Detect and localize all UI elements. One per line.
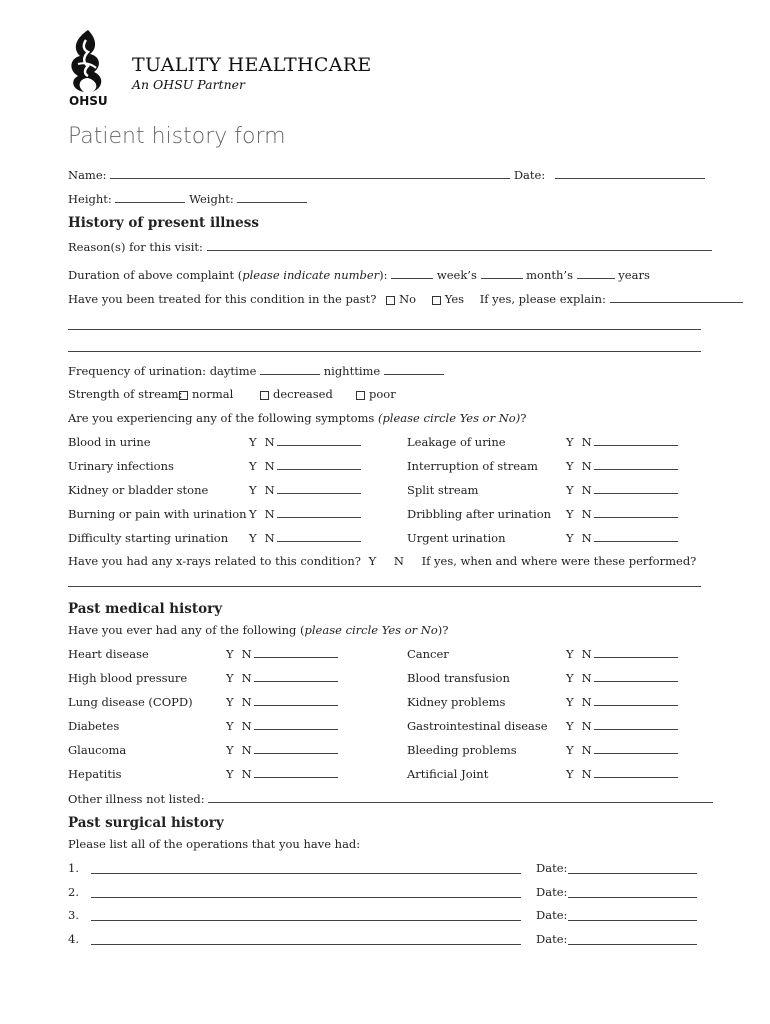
operation-number: 3. (68, 908, 79, 922)
yes-option[interactable]: Y (249, 507, 257, 521)
symptoms-intro (68, 411, 526, 425)
condition-notes-field[interactable] (594, 671, 678, 682)
symptom-label: Leakage of urine (407, 435, 506, 449)
symptom-label: Dribbling after urination (407, 507, 552, 521)
operation-field[interactable] (91, 887, 521, 898)
logo (66, 28, 106, 94)
symptom-label: Burning or pain with urination (68, 507, 247, 521)
operation-date-field[interactable] (568, 910, 697, 921)
yes-option[interactable]: Y (566, 435, 574, 449)
treated-yes-checkbox[interactable] (432, 296, 441, 305)
checkbox[interactable] (179, 391, 188, 400)
condition-notes-field[interactable] (254, 695, 338, 706)
yes-option[interactable]: Y (566, 531, 574, 545)
explain-line-1[interactable] (68, 329, 701, 330)
operation-date-label: Date: (536, 931, 568, 946)
frequency-label: Frequency of urination: daytime (68, 364, 257, 378)
xray-question: Have you had any x-rays related to this condition? (68, 554, 361, 568)
operation-number: 1. (68, 861, 79, 875)
condition-notes-field[interactable] (254, 743, 338, 754)
operation-date-label: Date: (536, 908, 568, 922)
symptom-notes-field[interactable] (594, 507, 678, 518)
condition-yn (226, 647, 338, 661)
condition-label: Bleeding problems (407, 743, 517, 757)
condition-notes-field[interactable] (594, 743, 678, 754)
operation-date-label: Date: (536, 861, 568, 875)
other-illness-row (68, 792, 713, 806)
medical-intro-italic: please circle Yes or No (304, 623, 438, 637)
duration-row (68, 268, 650, 282)
yes-option[interactable]: Y (226, 767, 234, 781)
xray-followup: If yes, when and where were these performed? (421, 554, 697, 568)
no-option[interactable]: N (264, 459, 275, 473)
daytime-field[interactable] (260, 364, 320, 375)
nighttime-label: nighttime (323, 364, 381, 378)
symptom-yn (249, 531, 361, 545)
no-option[interactable]: N (241, 671, 252, 685)
condition-notes-field[interactable] (594, 767, 678, 778)
explain-label: If yes, please explain: (479, 292, 606, 306)
date-label: Date: (513, 168, 546, 182)
symptom-label: Interruption of stream (407, 459, 538, 473)
condition-yn (566, 695, 678, 709)
checkbox[interactable] (356, 391, 365, 400)
name-label: Name: (68, 168, 107, 182)
strength-option-normal[interactable] (179, 387, 233, 401)
weight-field[interactable] (237, 192, 307, 203)
symptom-yn (249, 459, 361, 473)
treated-no-checkbox[interactable] (386, 296, 395, 305)
condition-label: Diabetes (68, 719, 120, 733)
symptom-notes-field[interactable] (594, 459, 678, 470)
operation-date-field[interactable] (568, 887, 697, 898)
symptom-notes-field[interactable] (594, 531, 678, 542)
page-title: Patient history form (68, 124, 286, 149)
yes-option[interactable]: Y (566, 647, 574, 661)
duration-label-end: ): (379, 268, 388, 282)
symptom-yn (566, 435, 678, 449)
months-label: month’s (526, 268, 573, 282)
xray-row (68, 554, 696, 568)
operation-field[interactable] (91, 910, 521, 921)
condition-notes-field[interactable] (254, 647, 338, 658)
date-field[interactable] (555, 168, 705, 179)
condition-yn (566, 743, 678, 757)
condition-yn (226, 743, 338, 757)
no-option[interactable]: N (581, 459, 592, 473)
condition-label: Heart disease (68, 647, 149, 661)
medical-intro (68, 623, 448, 637)
yes-option[interactable]: Y (566, 459, 574, 473)
condition-notes-field[interactable] (594, 719, 678, 730)
brand-subtitle: An OHSU Partner (132, 77, 245, 92)
yes-option[interactable]: Y (226, 671, 234, 685)
yes-option[interactable]: Y (226, 743, 234, 757)
treated-no-label: No (399, 292, 417, 306)
height-label: Height: (68, 192, 112, 206)
no-option[interactable]: N (581, 507, 592, 521)
condition-yn (226, 767, 338, 781)
no-option[interactable]: N (581, 671, 592, 685)
condition-yn (226, 671, 338, 685)
condition-yn (566, 647, 678, 661)
symptom-label: Kidney or bladder stone (68, 483, 209, 497)
condition-label: Glaucoma (68, 743, 127, 757)
symptom-yn (566, 531, 678, 545)
condition-label: Artificial Joint (407, 767, 489, 781)
condition-label: Hepatitis (68, 767, 122, 781)
yes-option[interactable]: Y (249, 459, 257, 473)
logo-text: OHSU (69, 94, 108, 108)
yes-option[interactable]: Y (226, 719, 234, 733)
option-label: normal (192, 387, 234, 401)
condition-yn (566, 767, 678, 781)
operation-number: 4. (68, 931, 79, 946)
no-option[interactable]: N (581, 719, 592, 733)
medical-intro-text: Have you ever had any of the following ( (68, 623, 305, 637)
xray-line[interactable] (68, 586, 701, 587)
explain-line-2[interactable] (68, 351, 701, 352)
treated-question: Have you been treated for this condition in the past? (68, 292, 377, 306)
symptom-yn (249, 507, 361, 521)
no-option[interactable]: N (581, 483, 592, 497)
strength-option-decreased[interactable] (260, 387, 333, 401)
operation-date-label: Date: (536, 884, 568, 899)
symptom-yn (249, 435, 361, 449)
condition-label: Lung disease (COPD) (68, 695, 193, 709)
yes-option[interactable]: Y (566, 767, 574, 781)
yes-option[interactable]: Y (249, 483, 257, 497)
condition-label: Cancer (407, 647, 449, 661)
no-option[interactable]: N (241, 743, 252, 757)
reason-row (68, 240, 712, 254)
symptom-yn (566, 483, 678, 497)
symptom-notes-field[interactable] (277, 459, 361, 470)
treated-row (68, 292, 743, 306)
no-option[interactable]: N (264, 507, 275, 521)
strength-option-poor[interactable] (356, 387, 396, 401)
operation-field[interactable] (91, 863, 521, 874)
option-label: decreased (273, 387, 333, 401)
operation-date-field[interactable] (568, 934, 697, 945)
symptom-notes-field[interactable] (277, 531, 361, 542)
height-weight-row (68, 192, 307, 206)
xray-yes[interactable]: Y (368, 554, 377, 568)
symptom-label: Urinary infections (68, 459, 174, 473)
yes-option[interactable]: Y (226, 695, 234, 709)
symptoms-intro-text: Are you experiencing any of the following symptoms (68, 411, 378, 425)
condition-notes-field[interactable] (594, 647, 678, 658)
no-option[interactable]: N (264, 483, 275, 497)
yes-option[interactable]: Y (566, 695, 574, 709)
no-option[interactable]: N (581, 531, 592, 545)
other-illness-label: Other illness not listed: (68, 792, 205, 806)
no-option[interactable]: N (581, 435, 592, 449)
duration-label-italic: please indicate number (242, 268, 380, 282)
condition-yn (566, 671, 678, 685)
flame-logo-icon (66, 28, 106, 94)
explain-field[interactable] (610, 292, 743, 303)
no-option[interactable]: N (581, 695, 592, 709)
symptom-notes-field[interactable] (277, 483, 361, 494)
symptom-notes-field[interactable] (594, 483, 678, 494)
present-illness-heading: History of present illness (68, 215, 259, 231)
no-option[interactable]: N (581, 767, 592, 781)
condition-notes-field[interactable] (254, 719, 338, 730)
medical-heading: Past medical history (68, 601, 223, 617)
reason-label: Reason(s) for this visit: (68, 240, 203, 254)
yes-option[interactable]: Y (566, 719, 574, 733)
name-field[interactable] (110, 168, 510, 179)
condition-yn (226, 695, 338, 709)
strength-row (68, 387, 183, 401)
yes-option[interactable]: Y (566, 671, 574, 685)
no-option[interactable]: N (241, 647, 252, 661)
strength-label: Strength of stream: (68, 387, 183, 401)
symptom-notes-field[interactable] (277, 507, 361, 518)
weeks-label: week’s (436, 268, 477, 282)
condition-label: Gastrointestinal disease (407, 719, 548, 733)
medical-intro-end: )? (437, 623, 449, 637)
symptoms-intro-italic: (please circle Yes or No) (377, 411, 521, 425)
yes-option[interactable]: Y (249, 531, 257, 545)
condition-notes-field[interactable] (254, 767, 338, 778)
name-row (68, 168, 705, 182)
operation-number: 2. (68, 884, 79, 899)
symptom-notes-field[interactable] (277, 435, 361, 446)
yes-option[interactable]: Y (249, 435, 257, 449)
no-option[interactable]: N (264, 435, 275, 449)
years-label: years (618, 268, 650, 282)
symptom-label: Difficulty starting urination (68, 531, 229, 545)
symptom-yn (249, 483, 361, 497)
yes-option[interactable]: Y (566, 743, 574, 757)
no-option[interactable]: N (581, 743, 592, 757)
option-label: poor (369, 387, 396, 401)
surgical-heading: Past surgical history (68, 815, 224, 831)
condition-notes-field[interactable] (254, 671, 338, 682)
condition-notes-field[interactable] (594, 695, 678, 706)
operation-field[interactable] (91, 934, 521, 945)
brand-name: TUALITY HEALTHCARE (132, 54, 372, 76)
no-option[interactable]: N (241, 695, 252, 709)
nighttime-field[interactable] (384, 364, 444, 375)
operation-date-field[interactable] (568, 863, 697, 874)
symptom-yn (566, 507, 678, 521)
condition-label: Kidney problems (407, 695, 506, 709)
condition-yn (566, 719, 678, 733)
weight-label: Weight: (189, 192, 234, 206)
xray-no[interactable]: N (393, 554, 404, 568)
symptom-notes-field[interactable] (594, 435, 678, 446)
treated-yes-label: Yes (444, 292, 465, 306)
no-option[interactable]: N (581, 647, 592, 661)
duration-label: Duration of above complaint ( (68, 268, 243, 282)
years-field[interactable] (577, 268, 615, 279)
symptom-label: Urgent urination (407, 531, 506, 545)
condition-label: High blood pressure (68, 671, 188, 685)
reason-field[interactable] (207, 240, 712, 251)
no-option[interactable]: N (264, 531, 275, 545)
surgical-intro: Please list all of the operations that you have had: (68, 837, 361, 851)
no-option[interactable]: N (241, 719, 252, 733)
yes-option[interactable]: Y (226, 647, 234, 661)
condition-label: Blood transfusion (407, 671, 510, 685)
yes-option[interactable]: Y (566, 507, 574, 521)
symptom-label: Blood in urine (68, 435, 151, 449)
other-illness-field[interactable] (208, 792, 713, 803)
symptom-label: Split stream (407, 483, 479, 497)
condition-yn (226, 719, 338, 733)
no-option[interactable]: N (241, 767, 252, 781)
symptoms-intro-end: ? (520, 411, 527, 425)
symptom-yn (566, 459, 678, 473)
frequency-row (68, 364, 444, 378)
weeks-field[interactable] (391, 268, 433, 279)
height-field[interactable] (115, 192, 185, 203)
yes-option[interactable]: Y (566, 483, 574, 497)
checkbox[interactable] (260, 391, 269, 400)
months-field[interactable] (481, 268, 523, 279)
